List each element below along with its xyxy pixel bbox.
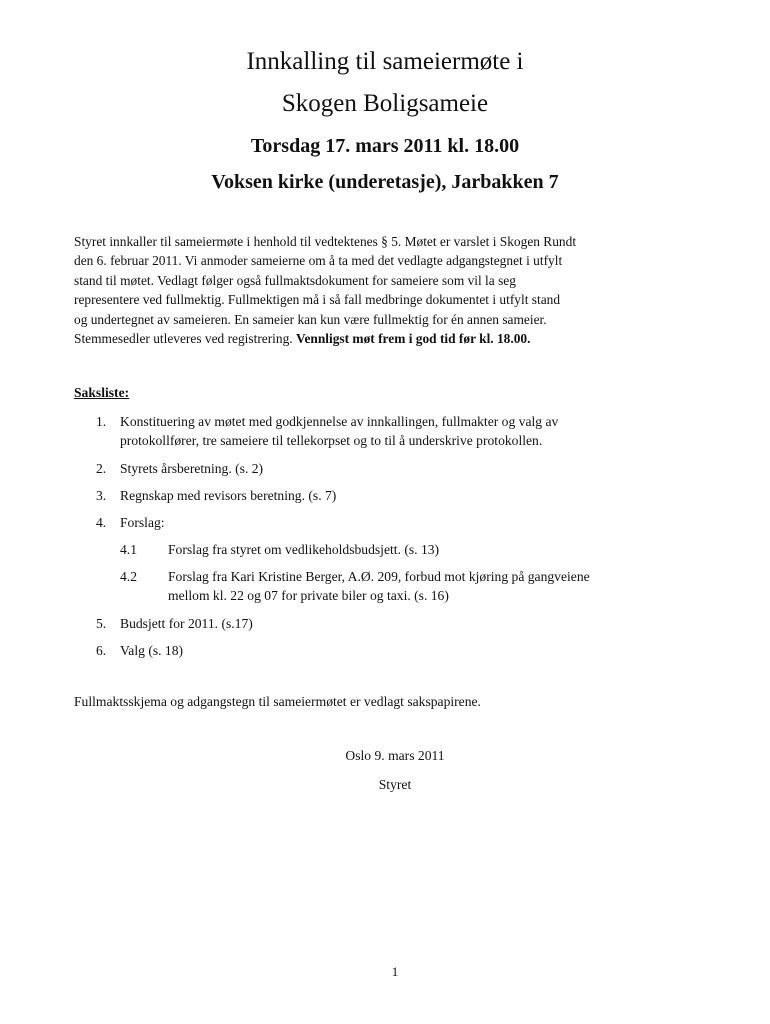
signature-organization: Styret <box>378 777 412 792</box>
agenda-item-number: 4. <box>96 515 107 530</box>
agenda-item-text: Regnskap med revisors beretning. (s. 7) <box>120 488 337 503</box>
intro-plain-text: Stemmesedler utleveres ved registrering. <box>74 331 296 347</box>
agenda-item-text <box>120 412 720 451</box>
agenda-item-line: protokollfører, tre sameiere til tellekorpset og to til å underskrive protokollen. <box>120 433 543 449</box>
agenda-item-text: Forslag: <box>120 515 165 530</box>
signature-date: Oslo 9. mars 2011 <box>345 748 445 763</box>
intro-line: den 6. februar 2011. Vi anmoder sameierne om å ta med det vedlagte adgangstegnet i utfylt <box>74 253 563 269</box>
agenda-heading: Saksliste: <box>74 385 130 400</box>
agenda-item-number: 6. <box>96 643 107 658</box>
title-line-2: Skogen Boligsameie <box>281 90 489 117</box>
agenda-item-text: Budsjett for 2011. (s.17) <box>120 616 253 631</box>
title-line-1: Innkalling til sameiermøte i <box>246 48 524 75</box>
closing-note: Fullmaktsskjema og adgangstegn til sameiermøtet er vedlagt sakspapirene. <box>74 694 481 709</box>
agenda-subitem-line: Forslag fra Kari Kristine Berger, A.Ø. 209, forbud mot kjøring på gangveiene <box>168 569 590 584</box>
intro-bold-notice: Vennligst møt frem i god tid før kl. 18.00. <box>296 331 531 347</box>
meeting-location: Voksen kirke (underetasje), Jarbakken 7 <box>211 171 559 193</box>
meeting-date: Torsdag 17. mars 2011 kl. 18.00 <box>250 135 520 157</box>
intro-line: og undertegnet av sameieren. En sameier kan kun være fullmektig for én annen sameier. <box>74 311 547 327</box>
agenda-subitem-number: 4.1 <box>120 542 137 557</box>
page-number: 1 <box>391 964 399 979</box>
intro-line-last <box>74 329 714 348</box>
intro-line: representere ved fullmektig. Fullmektigen må i så fall medbringe dokumentet i utfylt stand <box>74 292 561 308</box>
agenda-subitem-text: Forslag fra styret om vedlikeholdsbudsjett. (s. 13) <box>168 542 440 557</box>
intro-paragraph <box>74 232 714 348</box>
agenda-item-line: Konstituering av møtet med godkjennelse av innkallingen, fullmakter og valg av <box>120 414 559 429</box>
agenda-subitem-number: 4.2 <box>120 569 137 584</box>
agenda-item-number: 5. <box>96 616 107 631</box>
agenda-subitem-text <box>168 567 728 606</box>
intro-line: stand til møtet. Vedlagt følger også fullmaktsdokument for sameiere som vil la seg <box>74 272 516 288</box>
agenda-subitem-line: mellom kl. 22 og 07 for private biler og taxi. (s. 16) <box>168 588 449 604</box>
agenda-item-number: 2. <box>96 461 107 476</box>
agenda-item-number: 3. <box>96 488 107 503</box>
intro-line: Styret innkaller til sameiermøte i henhold til vedtektenes § 5. Møtet er varslet i Skogen Rundt <box>74 234 577 249</box>
agenda-item-number: 1. <box>96 414 107 429</box>
agenda-item-text: Valg (s. 18) <box>120 643 184 658</box>
agenda-item-text: Styrets årsberetning. (s. 2) <box>120 461 264 476</box>
